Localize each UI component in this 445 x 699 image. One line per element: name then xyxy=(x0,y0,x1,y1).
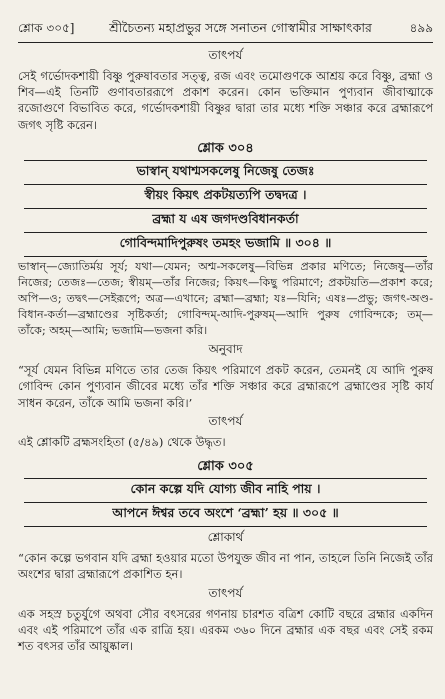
translation-text: “কোন কল্পে ভগবান যদি ব্রহ্মা হওয়ার মতো উপযুক্ত জীব না পান, তাহলে তিনি নিজেই তাঁর অংশের দ্বারা ব্রহ্মারূপে প্রকাশিত হন। xyxy=(18,550,433,582)
synonyms-text: ভাস্বান্—জ্যোতির্ময় সূর্য; যথা—যেমন; অশ্ম-সকলেষু—বিভিন্ন প্রকার মণিতে; নিজেষু—তাঁর নিজের; তেজঃ—তেজ; স্বীয়ম্—তাঁর নিজের; কিয়ৎ—কিছু পরিমাণে; প্রকটয়তি—প্রকাশ করে; অপি—ও; তদ্বৎ—সেইরূপে; অত্র—এখানে; ব্রহ্মা—ব্রহ্মা; যঃ—যিনি; এষঃ—প্রভু; জগৎ-অণ্ড-বিধান-কর্তা—ব্রহ্মাণ্ডের সৃষ্টিকর্তা; গোবিন্দম্-আদি-পুরুষম্—আদি পুরুষ গোবিন্দকে; তম্—তাঁকে; অহম্—আমি; ভজামি—ভজনা করি। xyxy=(18,259,433,337)
verse-heading: শ্লোক ৩০৫ xyxy=(197,458,254,474)
purport-label: তাৎপর্য xyxy=(208,585,243,600)
verse-line: আপনে ঈশ্বর তবে অংশে ‘ব্রহ্মা’ হয় ॥ ৩০৫ ॥ xyxy=(24,502,427,527)
purport-label: তাৎপর্য xyxy=(208,414,243,429)
verse-reference: শ্লোক ৩০৫] xyxy=(18,21,75,35)
purport-text: এই শ্লোকটি ব্রহ্মসংহিতা (৫/৪৯) থেকে উদ্ধৃত। xyxy=(18,435,226,450)
verse-line: স্বীয়ং কিয়ৎ প্রকটয়ত্যপি তদ্বদত্র । xyxy=(24,184,427,208)
verse-line: ভাস্বান্ যথাশ্মসকলেষু নিজেষু তেজঃ xyxy=(24,160,427,184)
translation-label: শ্লোকার্থ xyxy=(207,529,244,544)
verse-line: ব্রহ্মা য এষ জগদণ্ডবিধানকর্তা xyxy=(24,208,427,232)
verse-line: কোন কল্পে যদি যোগ্য জীব নাহি পায় । xyxy=(24,478,427,502)
purport-label: তাৎপর্য xyxy=(208,48,243,62)
verse-line: গোবিন্দমাদিপুরুষং তমহং ভজামি ॥ ৩০৪ ॥ xyxy=(24,232,427,257)
page-number: ৪৯৯ xyxy=(409,21,433,35)
chapter-title: শ্রীচৈতন্য মহাপ্রভুর সঙ্গে সনাতন গোস্বামীর সাক্ষাৎকার xyxy=(109,20,372,35)
purport-text: এক সহস্র চতুর্যুগে অথবা সৌর বৎসরের গণনায় চারশত বত্রিশ কোটি বছরে ব্রহ্মার একদিন এবং এই পরিমাপে তাঁর এক রাত্রি হয়। এরকম ৩৬০ দিনে ব্রহ্মার এক বছর এবং সেই রকম শত বৎসর তাঁর আয়ুষ্কাল। xyxy=(18,606,433,653)
purport-text: সেই গর্ভোদকশায়ী বিষ্ণু পুরুষাবতার সত্ত্ব, রজ এবং তমোগুণকে আশ্রয় করে বিষ্ণু, ব্রহ্মা ও শিব—এই তিনটি গুণাবতাররূপে প্রকাশ করেন। কোন ভক্তিমান পুণ্যবান জীবাত্মাকে রজোগুণে বিভাবিত করে, গর্ভোদকশায়ী বিষ্ণুর দ্বারা তার মধ্যে শক্তি সঞ্চার করে ব্রহ্মারূপে জগৎ সৃষ্টি করেন। xyxy=(18,69,433,132)
header-rule xyxy=(18,42,433,43)
verse-heading: শ্লোক ৩০৪ xyxy=(197,140,254,156)
translation-text: “সূর্য যেমন বিভিন্ন মণিতে তার তেজ কিয়ৎ পরিমাণে প্রকট করেন, তেমনই যে আদি পুরুষ গোবিন্দ কোন পুণ্যবান জীবের মধ্যে তাঁর শক্তি সঞ্চার করে ব্রহ্মারূপে ব্রহ্মাণ্ডের সৃষ্টি কার্য সাধন করেন, তাঁকে আমি ভজনা করি।’ xyxy=(18,362,433,410)
running-header xyxy=(18,0,433,40)
translation-label: অনুবাদ xyxy=(208,341,243,356)
